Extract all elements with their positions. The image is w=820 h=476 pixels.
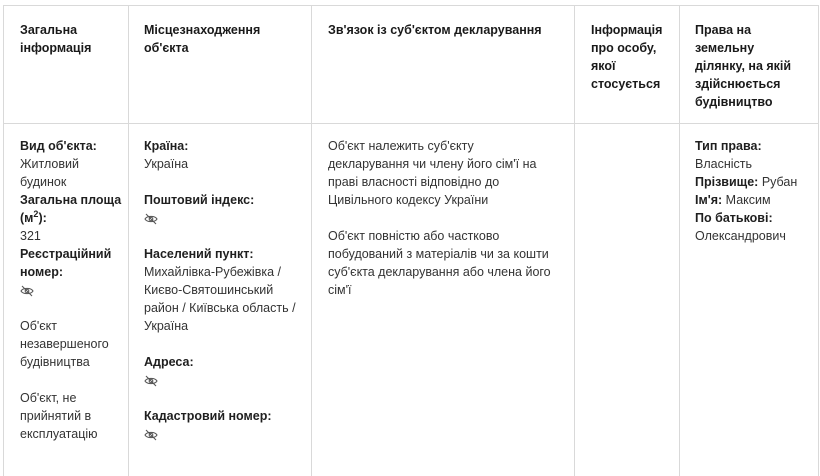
- right-type-row: Тип права:: [695, 139, 762, 153]
- address-label: Адреса:: [144, 355, 194, 369]
- settlement-label: Населений пункт:: [144, 247, 254, 261]
- column-divider: [311, 6, 312, 476]
- country-label: Країна:: [144, 139, 189, 153]
- surname-row: Прізвище: Рубан: [695, 175, 798, 189]
- eye-slash-icon: [144, 209, 304, 227]
- postal-code-label: Поштовий індекс:: [144, 193, 255, 207]
- general-info-cell: [20, 137, 124, 443]
- area-value: 321: [20, 229, 41, 243]
- ownership-text: Об'єкт належить суб'єкту декларування чи члену його сім'ї на праві власності відповідно до Цивільного кодексу України: [328, 139, 537, 207]
- relation-cell: [328, 137, 558, 299]
- declaration-table: [3, 5, 819, 476]
- eye-slash-icon: [144, 371, 304, 389]
- column-divider: [679, 6, 680, 476]
- header-land-rights: Права на земельну ділянку, на якій здійснюється будівництво: [695, 23, 792, 109]
- header-location: Місцезнаходження об'єкта: [144, 23, 261, 55]
- construction-funds-text: Об'єкт повністю або частково побудований з матеріалів чи за кошти суб'єкта декларування або члена його сім'ї: [328, 229, 551, 297]
- eye-slash-icon: [144, 425, 304, 443]
- patronymic-label: По батькові:: [695, 211, 773, 225]
- area-label: Загальна площа $(м^2)$:: [20, 193, 122, 225]
- not-accepted-note: Об'єкт, не прийнятий в експлуатацію: [20, 391, 98, 441]
- object-type-label: Вид об'єкта:: [20, 139, 97, 153]
- name-row: Ім'я: Максим: [695, 193, 771, 207]
- header-divider: [4, 123, 818, 124]
- country-value: Україна: [144, 157, 189, 171]
- land-rights-cell: [695, 137, 810, 245]
- registration-number-label: Реєстраційний номер:: [20, 247, 112, 279]
- location-cell: [144, 137, 304, 443]
- eye-slash-icon: [20, 281, 124, 299]
- cadastral-number-label: Кадастровий номер:: [144, 409, 272, 423]
- header-general: Загальна інформація: [20, 23, 92, 55]
- header-person-info: Інформація про особу, якої стосується: [591, 23, 663, 91]
- unfinished-construction-note: Об'єкт незавершеного будівництва: [20, 319, 109, 369]
- column-divider: [128, 6, 129, 476]
- patronymic-value: Олександрович: [695, 229, 786, 243]
- right-type-value: Власність: [695, 157, 753, 171]
- column-divider: [574, 6, 575, 476]
- object-type-value: Житловий будинок: [20, 157, 79, 189]
- header-relation: Зв'язок із суб'єктом декларування: [328, 23, 542, 37]
- settlement-value: Михайлівка-Рубежівка / Києво-Святошинський район / Київська область / Україна: [144, 265, 296, 333]
